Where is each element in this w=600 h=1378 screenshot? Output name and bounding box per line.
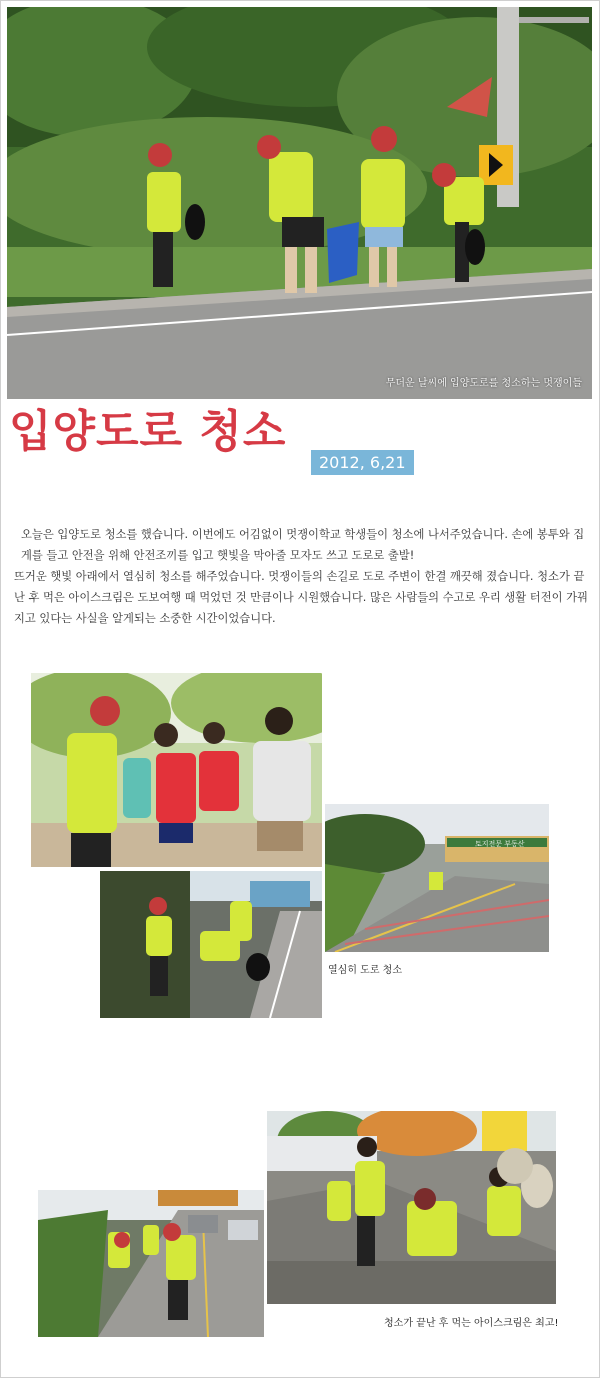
date-badge: 2012, 6,21 bbox=[311, 450, 414, 475]
caption-cleaning: 열심히 도로 청소 bbox=[328, 965, 402, 976]
article-paragraph-2: 뜨거운 햇빛 아래에서 열심히 청소를 해주었습니다. 멋쟁이들의 손길로 도로 주변이 한결 깨끗해 졌습니다. 청소가 끝난 후 먹은 아이스크림은 도보여행 때 먹었던 것 만큼이나 시원했습니다. 많은 사람들의 수고로 우리 생활 터전이 가꿔지고 있다는 사실을 알게되는 소중한 시간이었습니다. bbox=[14, 570, 588, 625]
caption-icecream: 청소가 끝난 후 먹는 아이스크림은 최고! bbox=[384, 1318, 559, 1329]
icecream-photo bbox=[267, 1111, 556, 1304]
road-photo bbox=[325, 804, 549, 952]
hero-photo bbox=[7, 7, 592, 399]
article-body bbox=[14, 524, 590, 629]
article-paragraph-1: 오늘은 입양도로 청소를 했습니다. 이번에도 어김없이 멋쟁이학교 학생들이 청소에 나서주었습니다. 손에 봉투와 집게를 들고 안전을 위해 안전조끼를 입고 햇빛을 막아줄 모자도 쓰고 도로로 출발! bbox=[21, 528, 585, 562]
street-photo bbox=[38, 1190, 264, 1337]
shop-sign-text: 토지전문 부동산 bbox=[475, 840, 525, 848]
group-photo bbox=[31, 673, 322, 867]
roadside-photo bbox=[100, 871, 322, 1018]
hero-caption: 무더운 날씨에 입양도로를 청소하는 멋쟁이들 bbox=[385, 378, 582, 389]
article-title: 입양도로 청소 bbox=[9, 406, 287, 457]
